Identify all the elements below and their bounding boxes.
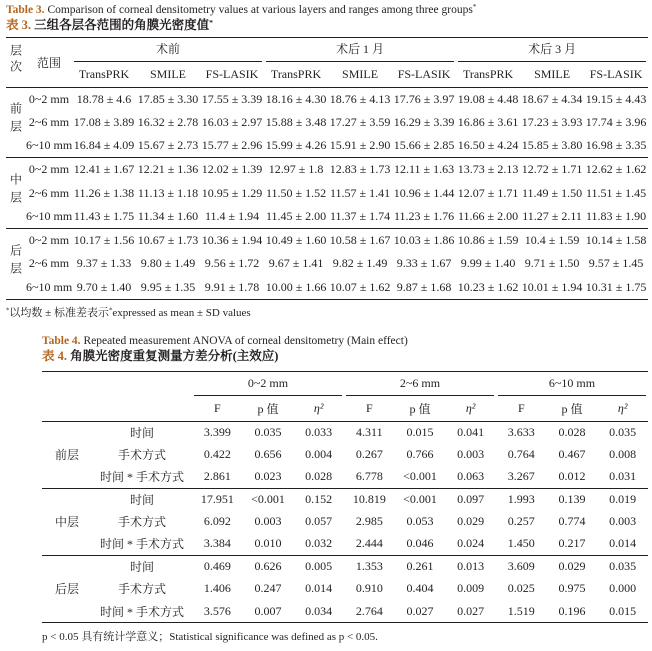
table-row: [6, 205, 648, 229]
value-cell: 0.910: [355, 581, 383, 596]
value-cell: 1.993: [507, 492, 535, 507]
value-cell: 0.046: [406, 536, 434, 551]
value-cell: 0.025: [507, 581, 535, 596]
range-label: 6~10 mm: [26, 138, 73, 153]
stat-header: F: [365, 400, 373, 415]
range-label: 2~6 mm: [28, 114, 70, 129]
value-cell: 9.82 ± 1.49: [332, 256, 388, 271]
value-cell: 19.08 ± 4.48: [457, 91, 519, 106]
table-row: [42, 578, 648, 600]
value-cell: 0.257: [507, 514, 535, 529]
value-cell: 2.861: [203, 469, 231, 484]
value-cell: 17.951: [200, 492, 234, 507]
value-cell: 0.097: [457, 492, 485, 507]
footnote-marker: *: [6, 307, 10, 315]
value-cell: 10.31 ± 1.75: [585, 279, 647, 294]
value-cell: 10.4 ± 1.59: [524, 233, 580, 248]
table-3-label-en: Table 3.: [6, 4, 45, 16]
value-cell: 17.27 ± 3.59: [329, 114, 391, 129]
value-cell: 0.422: [203, 447, 231, 462]
value-cell: 3.633: [507, 424, 535, 439]
value-cell: 12.07 ± 1.71: [457, 185, 519, 200]
range-header-cell: [344, 372, 496, 397]
value-cell: 15.77 ± 2.96: [201, 138, 263, 153]
table-4-caption-cn: 角膜光密度重复测量方差分析(主效应): [70, 349, 279, 363]
value-cell: 10.01 ± 1.94: [521, 279, 583, 294]
stat-header: F: [517, 400, 525, 415]
group-header: FS-LASIK: [589, 66, 643, 81]
value-cell: 16.32 ± 2.78: [137, 114, 199, 129]
range-label: 2~6 mm: [28, 256, 70, 271]
value-cell: 1.406: [203, 581, 231, 596]
group-header: FS-LASIK: [205, 66, 259, 81]
value-cell: 0.035: [609, 559, 637, 574]
table-row: [6, 229, 648, 253]
value-cell: 0.035: [254, 424, 282, 439]
layer-label-cell: [42, 555, 92, 622]
value-cell: 1.450: [507, 536, 535, 551]
value-cell: 9.71 ± 1.50: [524, 256, 580, 271]
table-3-title-cn: [6, 18, 213, 33]
value-cell: 0.014: [305, 581, 333, 596]
stat-header: p 值: [257, 401, 279, 416]
value-cell: 11.83 ± 1.90: [586, 209, 647, 224]
layer-label-cell: [6, 229, 26, 300]
table-row: [6, 276, 648, 300]
value-cell: 3.399: [203, 424, 231, 439]
table-row: [42, 466, 648, 488]
header-row: [6, 38, 648, 63]
table-row: [6, 181, 648, 205]
value-cell: 10.819: [352, 492, 386, 507]
value-cell: 0.467: [558, 447, 586, 462]
value-cell: 9.91 ± 1.78: [204, 279, 260, 294]
value-cell: 9.80 ± 1.49: [140, 256, 196, 271]
table-3: [6, 37, 648, 300]
value-cell: 0.626: [254, 559, 282, 574]
value-cell: 4.311: [356, 424, 383, 439]
value-cell: 11.26 ± 1.38: [73, 185, 135, 200]
value-cell: 0.005: [305, 559, 333, 574]
value-cell: 11.45 ± 2.00: [265, 209, 327, 224]
value-cell: 0.041: [457, 424, 485, 439]
value-cell: 11.4 ± 1.94: [204, 209, 260, 224]
value-cell: 0.015: [406, 424, 434, 439]
value-cell: 10.03 ± 1.86: [393, 233, 455, 248]
table-row: [42, 443, 648, 465]
value-cell: 15.66 ± 2.85: [393, 138, 455, 153]
period-header-cell: [72, 38, 264, 63]
value-cell: 17.85 ± 3.30: [137, 91, 199, 106]
value-cell: 10.07 ± 1.62: [329, 279, 391, 294]
value-cell: 0.261: [406, 559, 434, 574]
value-cell: 0.139: [558, 492, 586, 507]
value-cell: 0.003: [609, 514, 637, 529]
table-4-caption-en: Repeated measurement ANOVA of corneal densitometry (Main effect): [83, 335, 408, 347]
value-cell: 9.37 ± 1.33: [76, 256, 132, 271]
value-cell: 10.58 ± 1.67: [329, 233, 391, 248]
value-cell: 11.51 ± 1.45: [586, 185, 647, 200]
measure-label: 手术方式: [117, 582, 166, 597]
value-cell: 12.97 ± 1.8: [268, 162, 324, 177]
value-cell: 12.21 ± 1.36: [137, 162, 199, 177]
range-label: 0~2 mm: [28, 233, 70, 248]
value-cell: 15.67 ± 2.73: [137, 138, 199, 153]
value-cell: 0.774: [558, 514, 586, 529]
value-cell: 12.02 ± 1.39: [201, 162, 263, 177]
table-4-label-en: Table 4.: [42, 335, 81, 347]
value-cell: 0.028: [558, 424, 586, 439]
value-cell: 15.91 ± 2.90: [329, 138, 391, 153]
layer-group: [42, 555, 648, 622]
group-header: SMILE: [342, 66, 379, 81]
layer-header: 层次: [8, 44, 23, 77]
value-cell: 0.013: [457, 559, 485, 574]
table-3-title-en: [6, 3, 476, 17]
stat-header: p 值: [561, 401, 583, 416]
value-cell: 0.766: [406, 447, 434, 462]
value-cell: 16.84 ± 4.09: [73, 138, 135, 153]
value-cell: 0.975: [558, 581, 586, 596]
value-cell: 0.152: [305, 492, 333, 507]
value-cell: 0.027: [457, 603, 485, 618]
value-cell: 1.519: [507, 603, 535, 618]
value-cell: 18.67 ± 4.34: [521, 91, 583, 106]
table-4-header: [42, 372, 648, 422]
value-cell: 11.27 ± 2.11: [522, 209, 582, 224]
range-header-cell: [192, 372, 344, 397]
value-cell: 2.764: [355, 603, 383, 618]
measure-label: 手术方式: [117, 515, 166, 530]
footnote-text: p < 0.05 具有统计学意义；Statistical significance was defined as p < 0.05.: [42, 631, 378, 643]
value-cell: 10.23 ± 1.62: [457, 279, 519, 294]
layer-group: [42, 488, 648, 555]
value-cell: 17.08 ± 3.89: [73, 114, 135, 129]
layer-group: [42, 421, 648, 488]
value-cell: 0.012: [558, 469, 586, 484]
stat-header: η²: [465, 400, 476, 415]
value-cell: 11.43 ± 1.75: [73, 209, 135, 224]
range-header-cell: [496, 372, 648, 397]
measure-label: 时间: [129, 425, 154, 440]
range-label: 0~2 mm: [28, 91, 70, 106]
value-cell: 11.37 ± 1.74: [329, 209, 391, 224]
value-cell: 0.053: [406, 514, 434, 529]
value-cell: 2.444: [355, 536, 383, 551]
footnote-marker: *: [472, 3, 477, 12]
value-cell: 0.003: [457, 447, 485, 462]
table-row: [42, 533, 648, 555]
table-4: [42, 371, 648, 623]
table-3-caption-en: Comparison of corneal densitometry values at various layers and ranges among three groups: [47, 4, 473, 16]
value-cell: 0.267: [355, 447, 383, 462]
range-header: 范围: [36, 55, 61, 70]
layer-label: 后层: [8, 243, 23, 280]
value-cell: <0.001: [251, 492, 285, 507]
layer-label-cell: [6, 87, 26, 158]
value-cell: 3.384: [203, 536, 231, 551]
value-cell: 0.008: [609, 447, 637, 462]
layer-label: 前层: [54, 448, 79, 463]
layer-label-cell: [6, 158, 26, 229]
value-cell: 0.247: [254, 581, 282, 596]
value-cell: 0.032: [305, 536, 333, 551]
stat-header: p 值: [409, 401, 431, 416]
value-cell: 0.009: [457, 581, 485, 596]
table-row: [6, 158, 648, 182]
value-cell: 11.66 ± 2.00: [457, 209, 519, 224]
value-cell: 17.23 ± 3.93: [521, 114, 583, 129]
range-header: 0~2 mm: [194, 372, 342, 396]
group-header: SMILE: [534, 66, 571, 81]
table-3-header: [6, 38, 648, 88]
footnote-text-cn: 以均数 ± 标准差表示: [9, 307, 109, 319]
value-cell: 17.55 ± 3.39: [201, 91, 263, 106]
table-row: [6, 111, 648, 135]
value-cell: 0.004: [305, 447, 333, 462]
value-cell: 18.16 ± 4.30: [265, 91, 327, 106]
value-cell: 11.13 ± 1.18: [137, 185, 199, 200]
value-cell: 10.49 ± 1.60: [265, 233, 327, 248]
value-cell: 0.029: [558, 559, 586, 574]
value-cell: 0.057: [305, 514, 333, 529]
value-cell: 0.404: [406, 581, 434, 596]
stat-header: η²: [617, 400, 628, 415]
value-cell: 9.33 ± 1.67: [396, 256, 452, 271]
layer-label-cell: [42, 488, 92, 555]
measure-label: 时间 * 手术方式: [99, 537, 184, 552]
value-cell: 16.98 ± 3.35: [585, 138, 647, 153]
value-cell: 17.76 ± 3.97: [393, 91, 455, 106]
value-cell: 9.67 ± 1.41: [268, 256, 324, 271]
value-cell: <0.001: [403, 469, 437, 484]
value-cell: 0.028: [305, 469, 333, 484]
value-cell: 16.03 ± 2.97: [201, 114, 263, 129]
value-cell: 3.576: [203, 603, 231, 618]
period-header: 术前: [74, 38, 262, 62]
table-4-footnote: [42, 630, 378, 644]
value-cell: <0.001: [403, 492, 437, 507]
group-header: FS-LASIK: [397, 66, 451, 81]
value-cell: 15.85 ± 3.80: [521, 138, 583, 153]
value-cell: 9.95 ± 1.35: [140, 279, 196, 294]
value-cell: 15.99 ± 4.26: [265, 138, 327, 153]
measure-label: 时间 * 手术方式: [99, 604, 184, 619]
layer-group: [6, 158, 648, 229]
value-cell: 19.15 ± 4.43: [585, 91, 647, 106]
value-cell: 12.11 ± 1.63: [393, 162, 455, 177]
measure-label: 手术方式: [117, 448, 166, 463]
table-3-caption-cn: 三组各层各范围的角膜光密度值: [34, 18, 210, 32]
period-header-cell: [456, 38, 648, 63]
value-cell: 6.778: [355, 469, 383, 484]
value-cell: 11.57 ± 1.41: [329, 185, 391, 200]
value-cell: 9.56 ± 1.72: [204, 256, 260, 271]
value-cell: 0.015: [609, 603, 637, 618]
footnote-text-en: expressed as mean ± SD values: [112, 307, 251, 319]
layer-label: 后层: [54, 582, 79, 597]
layer-label-cell: [42, 421, 92, 488]
value-cell: 12.83 ± 1.73: [329, 162, 391, 177]
table-3-label-cn: 表 3.: [6, 18, 32, 32]
table-row: [42, 421, 648, 443]
value-cell: 3.609: [507, 559, 535, 574]
measure-label: 时间: [129, 560, 154, 575]
value-cell: 0.764: [507, 447, 535, 462]
value-cell: 0.019: [609, 492, 637, 507]
header-row: [6, 62, 648, 87]
value-cell: 11.49 ± 1.50: [521, 185, 583, 200]
header-row: [42, 372, 648, 397]
table-4-label-cn: 表 4.: [42, 349, 68, 363]
value-cell: 12.41 ± 1.67: [73, 162, 135, 177]
layer-header-cell: [6, 38, 26, 88]
value-cell: 0.023: [254, 469, 282, 484]
value-cell: 10.95 ± 1.29: [201, 185, 263, 200]
measure-label: 时间 * 手术方式: [99, 470, 184, 485]
layer-group: [6, 229, 648, 300]
value-cell: 12.62 ± 1.62: [585, 162, 647, 177]
value-cell: 9.99 ± 1.40: [460, 256, 516, 271]
value-cell: 1.353: [355, 559, 383, 574]
value-cell: 0.031: [609, 469, 637, 484]
value-cell: 0.034: [305, 603, 333, 618]
value-cell: 0.033: [305, 424, 333, 439]
period-header: 术后 3 月: [458, 38, 646, 62]
table-row: [6, 87, 648, 111]
period-header-cell: [264, 38, 456, 63]
value-cell: 0.000: [609, 581, 637, 596]
table-row: [42, 555, 648, 577]
value-cell: 16.86 ± 3.61: [457, 114, 519, 129]
value-cell: 0.063: [457, 469, 485, 484]
value-cell: 10.00 ± 1.66: [265, 279, 327, 294]
value-cell: 3.267: [507, 469, 535, 484]
value-cell: 0.196: [558, 603, 586, 618]
value-cell: 0.014: [609, 536, 637, 551]
stat-header: F: [213, 400, 221, 415]
blank-header-cell: [42, 372, 192, 422]
value-cell: 10.67 ± 1.73: [137, 233, 199, 248]
layer-group: [6, 87, 648, 158]
value-cell: 0.007: [254, 603, 282, 618]
period-header: 术后 1 月: [266, 38, 454, 62]
group-header: TransPRK: [462, 66, 514, 81]
table-row: [42, 511, 648, 533]
value-cell: 0.003: [254, 514, 282, 529]
layer-label: 中层: [54, 515, 79, 530]
layer-label: 中层: [8, 173, 23, 210]
table-row: [42, 488, 648, 510]
value-cell: 16.50 ± 4.24: [457, 138, 519, 153]
value-cell: 10.14 ± 1.58: [585, 233, 647, 248]
value-cell: 0.035: [609, 424, 637, 439]
value-cell: 18.76 ± 4.13: [329, 91, 391, 106]
range-label: 6~10 mm: [26, 279, 73, 294]
value-cell: 0.010: [254, 536, 282, 551]
table-3-footnote: [6, 306, 251, 320]
footnote-marker: *: [209, 17, 214, 27]
value-cell: 0.217: [558, 536, 586, 551]
value-cell: 0.469: [203, 559, 231, 574]
value-cell: 9.57 ± 1.45: [588, 256, 644, 271]
value-cell: 0.024: [457, 536, 485, 551]
range-label: 2~6 mm: [28, 185, 70, 200]
value-cell: 10.86 ± 1.59: [457, 233, 519, 248]
layer-label: 前层: [8, 102, 23, 139]
table-row: [6, 252, 648, 276]
value-cell: 11.34 ± 1.60: [137, 209, 199, 224]
range-label: 0~2 mm: [28, 162, 70, 177]
stat-header: η²: [313, 400, 324, 415]
value-cell: 0.029: [457, 514, 485, 529]
range-header: 6~10 mm: [498, 372, 646, 396]
value-cell: 0.656: [254, 447, 282, 462]
group-header: SMILE: [150, 66, 186, 81]
range-header: 2~6 mm: [346, 372, 494, 396]
table-4-title-cn: [42, 349, 278, 364]
group-header: TransPRK: [270, 66, 322, 81]
group-header: TransPRK: [78, 66, 130, 81]
value-cell: 9.87 ± 1.68: [396, 279, 452, 294]
value-cell: 16.29 ± 3.39: [393, 114, 455, 129]
value-cell: 10.36 ± 1.94: [201, 233, 263, 248]
value-cell: 18.78 ± 4.6: [76, 91, 132, 106]
measure-label: 时间: [129, 493, 154, 508]
value-cell: 13.73 ± 2.13: [457, 162, 519, 177]
value-cell: 10.17 ± 1.56: [73, 233, 135, 248]
value-cell: 12.72 ± 1.71: [521, 162, 583, 177]
footnote-marker: *: [108, 307, 113, 315]
value-cell: 0.027: [406, 603, 434, 618]
table-row: [6, 134, 648, 158]
value-cell: 11.23 ± 1.76: [393, 209, 455, 224]
range-label: 6~10 mm: [26, 209, 73, 224]
value-cell: 2.985: [355, 514, 383, 529]
value-cell: 15.88 ± 3.48: [265, 114, 327, 129]
table-row: [42, 600, 648, 622]
range-header-cell: [26, 38, 72, 88]
value-cell: 11.50 ± 1.52: [265, 185, 327, 200]
value-cell: 17.74 ± 3.96: [585, 114, 647, 129]
table-4-title-en: [42, 334, 408, 348]
value-cell: 9.70 ± 1.40: [76, 279, 132, 294]
value-cell: 10.96 ± 1.44: [393, 185, 455, 200]
value-cell: 6.092: [203, 514, 231, 529]
